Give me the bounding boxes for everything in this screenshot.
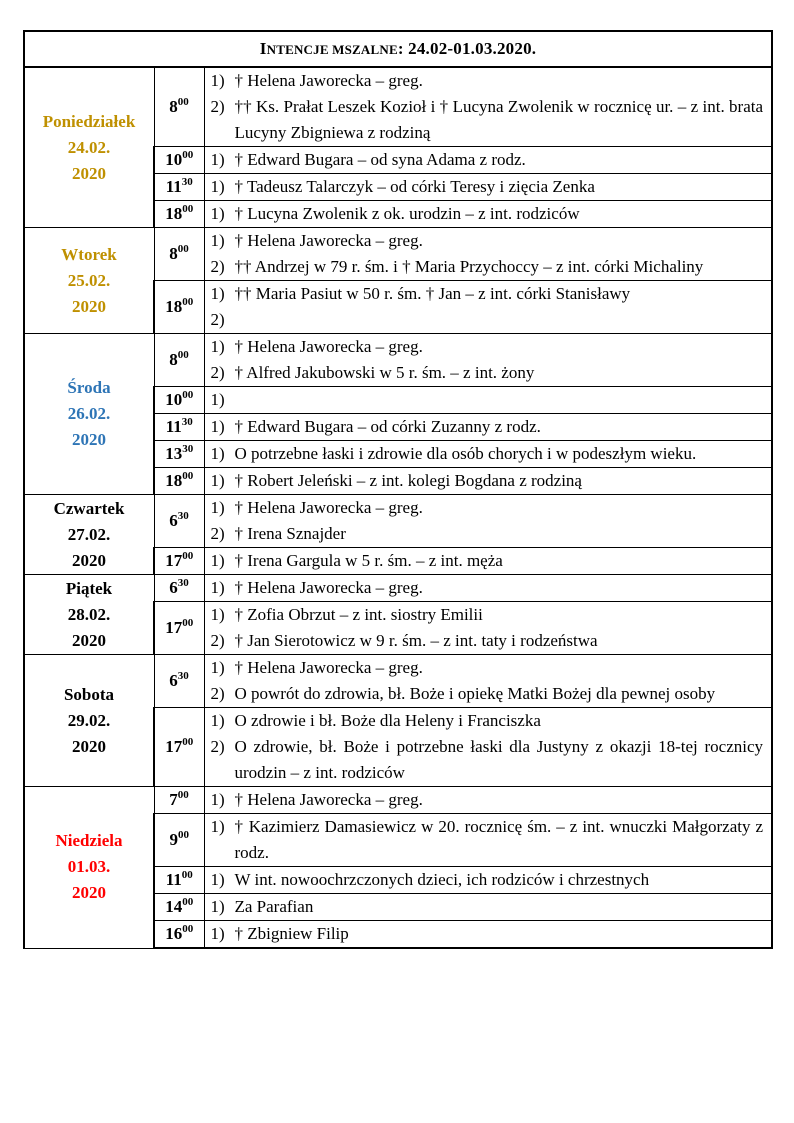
intention-number: 2): [210, 631, 225, 650]
day-cell: [24, 334, 154, 495]
intention-item: [205, 602, 772, 628]
intention-item: [205, 521, 772, 547]
intention-item: [205, 468, 772, 494]
intention-text: † Helena Jaworecka – greg.: [234, 498, 423, 517]
day-date: 26.02.: [67, 404, 111, 423]
intention-text: † Kazimierz Damasiewicz w 20. rocznicę śm. – z int. wnuczki Małgorzaty z rodz.: [234, 817, 764, 862]
mass-hour: 8: [169, 97, 178, 116]
day-year: 2020: [72, 163, 106, 183]
mass-row: [24, 787, 772, 814]
mass-time: [154, 495, 204, 548]
intention-item: [205, 787, 772, 813]
mass-row: [24, 655, 772, 708]
intention-text: O zdrowie i bł. Boże dla Heleny i Franciszka: [234, 711, 541, 730]
intention-item: [205, 94, 772, 146]
mass-hour: 11: [165, 417, 182, 436]
intention-text: † Helena Jaworecka – greg.: [234, 790, 423, 809]
mass-minutes: 30: [181, 416, 193, 428]
intention-text: † Irena Sznajder: [234, 524, 346, 543]
intention-number: 1): [210, 417, 225, 436]
mass-time: [154, 414, 204, 441]
title-initial: I: [259, 39, 267, 58]
title-dates: : 24.02-01.03.2020.: [397, 39, 537, 58]
intentions-cell: [204, 575, 772, 602]
mass-intentions-table: [23, 30, 773, 949]
intentions-cell: [204, 655, 772, 708]
mass-minutes: 00: [181, 869, 193, 881]
day-name: Czwartek: [53, 498, 125, 518]
day-year: 2020: [72, 883, 106, 903]
intention-item: [205, 628, 772, 654]
mass-hour: 17: [165, 737, 183, 756]
mass-hour: 6: [169, 578, 178, 597]
mass-minutes: 30: [182, 443, 194, 455]
intentions-cell: [204, 495, 772, 548]
mass-time: [154, 867, 204, 894]
intention-item: [205, 548, 772, 574]
day-name: Sobota: [63, 684, 115, 704]
intention-number: 1): [210, 658, 225, 677]
day-date: 28.02.: [67, 604, 111, 624]
mass-minutes: 30: [177, 577, 189, 589]
day-date: 27.02.: [67, 524, 111, 544]
day-date: 24.02.: [67, 137, 111, 157]
mass-hour: 11: [165, 177, 182, 196]
intention-number: 1): [210, 471, 225, 490]
intention-number: 1): [210, 284, 225, 303]
mass-time: [154, 575, 204, 602]
intention-item: [205, 68, 772, 94]
mass-minutes: 00: [177, 96, 189, 108]
mass-minutes: 00: [177, 789, 189, 801]
mass-time: [154, 468, 204, 495]
intention-text: † Helena Jaworecka – greg.: [234, 337, 423, 356]
mass-minutes: 00: [182, 617, 194, 629]
intention-text: † Jan Sierotowicz w 9 r. śm. – z int. taty i rodzeństwa: [234, 631, 598, 650]
intention-number: 1): [210, 605, 225, 624]
day-name: Piątek: [65, 578, 113, 598]
mass-time: [154, 921, 204, 949]
intention-number: 1): [210, 924, 225, 943]
intention-item: [205, 814, 772, 866]
mass-hour: 18: [165, 204, 183, 223]
mass-time: [154, 655, 204, 708]
intentions-cell: [204, 228, 772, 281]
intention-item: [205, 201, 772, 227]
intention-text: † Edward Bugara – od córki Zuzanny z rodz.: [234, 417, 541, 436]
mass-hour: 14: [165, 897, 183, 916]
day-name: Niedziela: [55, 831, 123, 851]
intention-text: † Lucyna Zwolenik z ok. urodzin – z int. rodziców: [234, 204, 580, 223]
mass-hour: 18: [165, 471, 183, 490]
mass-hour: 13: [165, 444, 183, 463]
intention-item: [205, 495, 772, 521]
mass-hour: 8: [169, 244, 178, 263]
intention-text: † Helena Jaworecka – greg.: [234, 578, 423, 597]
intention-item: [205, 708, 772, 734]
intention-text: † Helena Jaworecka – greg.: [234, 71, 423, 90]
intention-number: 1): [210, 551, 225, 570]
intentions-cell: [204, 602, 772, 655]
mass-time: [154, 814, 204, 867]
mass-minutes: 00: [177, 349, 189, 361]
intentions-cell: [204, 201, 772, 228]
intentions-cell: [204, 548, 772, 575]
mass-time: [154, 387, 204, 414]
intention-text: † Tadeusz Talarczyk – od córki Teresy i zięcia Zenka: [234, 177, 595, 196]
intentions-cell: [204, 147, 772, 174]
mass-row: [24, 575, 772, 602]
intention-number: 2): [210, 97, 225, 116]
day-cell: [24, 575, 154, 655]
intention-number: 1): [210, 444, 225, 463]
intentions-cell: [204, 468, 772, 495]
intention-number: 1): [210, 177, 225, 196]
intentions-cell: [204, 787, 772, 814]
mass-time: [154, 334, 204, 387]
day-name: Środa: [67, 378, 111, 397]
day-year: 2020: [72, 736, 106, 756]
intention-number: 2): [210, 737, 225, 756]
day-name: Wtorek: [61, 244, 117, 264]
intention-item: [205, 681, 772, 707]
mass-hour: 10: [165, 150, 183, 169]
intention-item: [205, 228, 772, 254]
intentions-cell: [204, 414, 772, 441]
intention-item: [205, 387, 772, 413]
intention-text: † Helena Jaworecka – greg.: [234, 231, 423, 250]
intention-number: 1): [210, 231, 225, 250]
intentions-cell: [204, 867, 772, 894]
intention-number: 2): [210, 684, 225, 703]
intention-item: [205, 147, 772, 173]
mass-hour: 8: [169, 350, 178, 369]
intentions-cell: [204, 334, 772, 387]
mass-minutes: 00: [182, 736, 194, 748]
intention-item: [205, 734, 772, 786]
intention-item: [205, 921, 772, 947]
mass-hour: 17: [165, 551, 183, 570]
day-cell: [24, 228, 154, 334]
mass-hour: 11: [165, 870, 182, 889]
intention-item: [205, 414, 772, 440]
intentions-cell: [204, 67, 772, 147]
intention-number: 1): [210, 870, 225, 889]
mass-row: [24, 495, 772, 548]
mass-hour: 6: [169, 671, 178, 690]
intention-number: 1): [210, 150, 225, 169]
intention-number: 1): [210, 711, 225, 730]
mass-minutes: 00: [182, 149, 194, 161]
intention-item: [205, 441, 772, 467]
intention-text: † Zbigniew Filip: [234, 924, 349, 943]
mass-time: [154, 174, 204, 201]
mass-time: [154, 67, 204, 147]
intention-number: 2): [210, 257, 225, 276]
mass-time: [154, 787, 204, 814]
mass-minutes: 30: [177, 510, 189, 522]
intention-number: 2): [210, 524, 225, 543]
mass-hour: 17: [165, 618, 183, 637]
intention-item: [205, 894, 772, 920]
intention-text: † Irena Gargula w 5 r. śm. – z int. męża: [234, 551, 503, 570]
day-year: 2020: [72, 296, 106, 316]
intention-item: [205, 307, 772, 333]
mass-hour: 7: [169, 790, 178, 809]
mass-time: [154, 708, 204, 787]
intention-text: [235, 387, 764, 413]
day-year: 2020: [72, 630, 106, 650]
intention-text: † Robert Jeleński – z int. kolegi Bogdana z rodziną: [234, 471, 582, 490]
day-date: 01.03.: [67, 857, 111, 877]
mass-minutes: 00: [182, 896, 194, 908]
intention-number: 1): [210, 578, 225, 597]
mass-time: [154, 548, 204, 575]
intentions-cell: [204, 708, 772, 787]
mass-time: [154, 228, 204, 281]
intention-number: 1): [210, 390, 225, 409]
mass-minutes: 30: [181, 176, 193, 188]
intention-item: [205, 575, 772, 601]
intention-item: [205, 334, 772, 360]
intentions-cell: [204, 387, 772, 414]
intention-number: 1): [210, 817, 225, 836]
mass-minutes: 00: [182, 923, 194, 935]
intention-text: † Edward Bugara – od syna Adama z rodz.: [234, 150, 526, 169]
day-cell: [24, 655, 154, 787]
mass-hour: 9: [169, 830, 178, 849]
intention-text: Za Parafian: [234, 897, 314, 916]
mass-minutes: 30: [177, 670, 189, 682]
mass-minutes: 00: [177, 243, 189, 255]
intention-text: O potrzebne łaski i zdrowie dla osób chorych i w podeszłym wieku.: [234, 444, 697, 463]
intention-number: 1): [210, 790, 225, 809]
intention-item: [205, 360, 772, 386]
title-small-caps: NTENCJE MSZALNE: [266, 42, 398, 57]
intention-number: 1): [210, 498, 225, 517]
mass-time: [154, 441, 204, 468]
mass-time: [154, 147, 204, 174]
intentions-cell: [204, 281, 772, 334]
mass-time: [154, 281, 204, 334]
day-year: 2020: [72, 550, 106, 570]
intention-number: 2): [210, 363, 225, 382]
intentions-cell: [204, 174, 772, 201]
mass-hour: 16: [165, 924, 183, 943]
intention-number: 1): [210, 204, 225, 223]
intention-text: O zdrowie, bł. Boże i potrzebne łaski dla Justyny z okazji 18-tej rocznicy urodzin – z int. rodziców: [234, 737, 764, 782]
intention-text: † Alfred Jakubowski w 5 r. śm. – z int. żony: [234, 363, 535, 382]
day-cell: [24, 67, 154, 228]
intention-number: 1): [210, 897, 225, 916]
intention-text: O powrót do zdrowia, bł. Boże i opiekę Matki Bożej dla pewnej osoby: [234, 684, 716, 703]
mass-row: [24, 67, 772, 147]
intention-number: 2): [210, 310, 225, 329]
intentions-cell: [204, 441, 772, 468]
intention-item: [205, 281, 772, 307]
mass-minutes: 00: [182, 389, 194, 401]
mass-time: [154, 201, 204, 228]
page-title: [24, 31, 772, 67]
mass-row: [24, 334, 772, 387]
mass-minutes: 00: [182, 203, 194, 215]
intention-text: †† Maria Pasiut w 50 r. śm. † Jan – z int. córki Stanisławy: [234, 284, 631, 303]
intention-number: 1): [210, 71, 225, 90]
day-date: 29.02.: [67, 710, 111, 730]
intentions-cell: [204, 921, 772, 949]
mass-row: [24, 228, 772, 281]
intention-text: † Helena Jaworecka – greg.: [234, 658, 423, 677]
day-cell: [24, 787, 154, 949]
day-year: 2020: [72, 430, 106, 449]
intention-item: [205, 254, 772, 280]
intention-text: W int. nowoochrzczonych dzieci, ich rodziców i chrzestnych: [234, 870, 650, 889]
mass-minutes: 00: [182, 470, 194, 482]
intention-text: †† Ks. Prałat Leszek Kozioł i † Lucyna Zwolenik w rocznicę ur. – z int. brata Lucyny Zbigniewa z rodziną: [234, 97, 764, 142]
intention-text: †† Andrzej w 79 r. śm. i † Maria Przychoccy – z int. córki Michaliny: [234, 257, 704, 276]
intention-item: [205, 174, 772, 200]
mass-time: [154, 602, 204, 655]
intentions-cell: [204, 814, 772, 867]
mass-time: [154, 894, 204, 921]
intention-text: [235, 307, 764, 333]
mass-hour: 18: [165, 297, 183, 316]
day-name: Poniedziałek: [42, 111, 136, 131]
intentions-cell: [204, 894, 772, 921]
mass-minutes: 00: [178, 829, 189, 841]
day-cell: [24, 495, 154, 575]
mass-hour: 6: [169, 511, 178, 530]
mass-minutes: 00: [182, 550, 194, 562]
intention-number: 1): [210, 337, 225, 356]
mass-minutes: 00: [182, 296, 194, 308]
intention-item: [205, 655, 772, 681]
intention-item: [205, 867, 772, 893]
mass-hour: 10: [165, 390, 183, 409]
day-date: 25.02.: [67, 270, 111, 290]
intention-text: † Zofia Obrzut – z int. siostry Emilii: [234, 605, 483, 624]
